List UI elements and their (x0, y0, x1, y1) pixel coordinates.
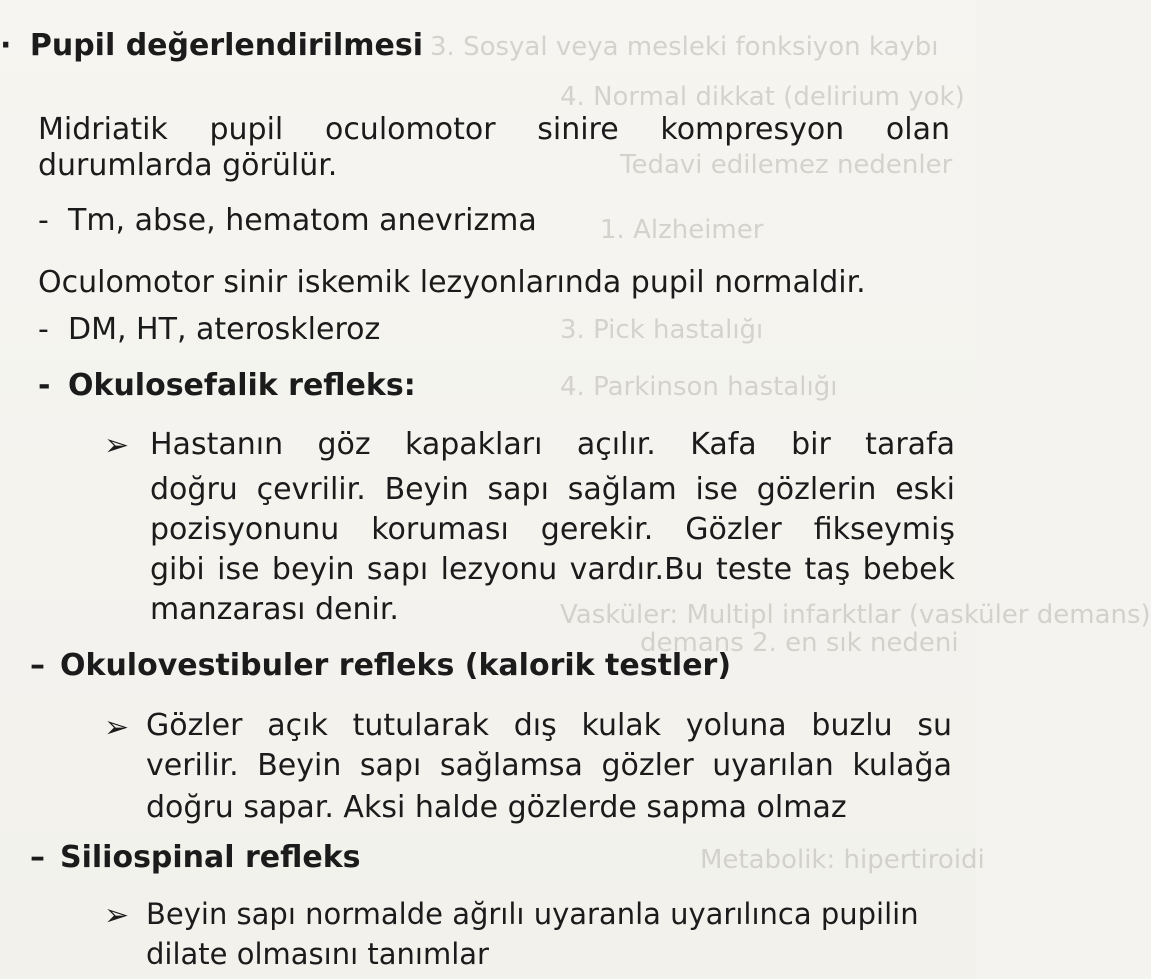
dash-marker: – (30, 648, 45, 683)
bleed-through-text: 3. Pick hastalığı (560, 315, 764, 345)
okulovestibuler-line-1: Gözler açık tutularak dış kulak yoluna buzlu su (146, 708, 952, 743)
bleed-through-text: demans 2. en sık nedeni (640, 628, 959, 658)
heading-title: Pupil değerlendirilmesi (29, 28, 423, 63)
okulovestibuler-heading (30, 648, 731, 684)
siliospinal-heading (30, 840, 361, 876)
iskemik-line-1: Oculomotor sinir iskemik lezyonlarında pupil normaldir. (38, 265, 866, 300)
dash-marker: - (38, 368, 51, 403)
iskemik-example (38, 312, 380, 348)
okulosefalik-line-1: Hastanın göz kapakları açılır. Kafa bir tarafa (150, 427, 955, 462)
dash-marker: - (38, 203, 49, 238)
siliospinal-title: Siliospinal refleks (60, 840, 361, 875)
midriatik-line-1: Midriatik pupil oculomotor sinire kompresyon olan (38, 112, 950, 147)
bleed-through-text: 1. Alzheimer (600, 215, 764, 245)
midriatik-example-text: Tm, abse, hematom anevrizma (68, 203, 537, 238)
iskemik-example-text: DM, HT, ateroskleroz (68, 312, 381, 347)
okulovestibuler-line-3: doğru sapar. Aksi halde gözlerde sapma olmaz (146, 790, 847, 825)
okulosefalik-line-5: manzarası denir. (150, 592, 399, 627)
midriatik-example (38, 203, 537, 239)
arrow-icon: ➢ (104, 898, 130, 933)
okulosefalik-title: Okulosefalik refleks: (68, 368, 416, 403)
siliospinal-line-1: Beyin sapı normalde ağrılı uyaranla uyarılınca pupilin (146, 897, 919, 931)
okulovestibuler-line-2: verilir. Beyin sapı sağlamsa gözler uyarılan kulağa (146, 748, 952, 783)
bleed-through-text: 4. Parkinson hastalığı (560, 372, 838, 402)
okulosefalik-line-2: doğru çevrilir. Beyin sapı sağlam ise gözlerin eski (150, 472, 955, 507)
dash-marker: – (30, 840, 45, 875)
okulosefalik-line-3: pozisyonunu koruması gerekir. Gözler fikseymiş (150, 512, 955, 547)
bleed-through-text: Vasküler: Multipl infarktlar (vasküler demans) (560, 600, 1151, 630)
okulosefalik-line-4: gibi ise beyin sapı lezyonu vardır.Bu teste taş bebek (150, 552, 955, 587)
bleed-through-text: 3. Sosyal veya mesleki fonksiyon kaybı (430, 32, 939, 62)
bleed-through-text: 4. Normal dikkat (delirium yok) (560, 82, 965, 112)
arrow-icon: ➢ (104, 710, 130, 745)
okulovestibuler-title: Okulovestibuler refleks (kalorik testler) (60, 648, 732, 683)
siliospinal-line-2: dilate olmasını tanımlar (146, 937, 489, 971)
heading-bullet: · (0, 28, 12, 63)
okulosefalik-heading (38, 368, 416, 404)
dash-marker: - (38, 312, 49, 347)
section-heading (0, 28, 423, 64)
bleed-through-text: Tedavi edilemez nedenler (620, 150, 953, 180)
midriatik-line-2: durumlarda görülür. (38, 148, 338, 183)
arrow-icon: ➢ (104, 428, 130, 463)
bleed-through-text: Metabolik: hipertiroidi (700, 845, 985, 875)
